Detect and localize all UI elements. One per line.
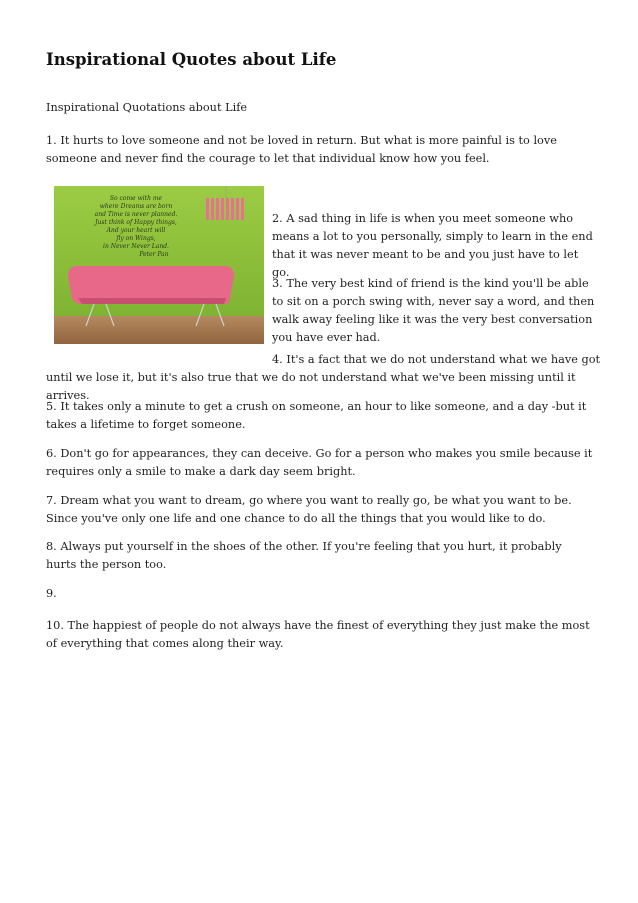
subtitle: Inspirational Quotations about Life [46, 101, 248, 114]
quote-8: 8. Always put yourself in the shoes of the other. If you're feeling that you hurt, it probably hurts the person too. [46, 540, 562, 571]
wall-text-line: where Dreams are born [99, 203, 173, 210]
wall-text-line: and Time is never planned. [94, 211, 178, 218]
wall-text-line: Just think of Happy things, [95, 219, 177, 226]
quote-2: 2. A sad thing in life is when you meet someone who means a lot to you personally, simply to learn in the end that it was never meant to be and you just have to let go. [272, 212, 593, 279]
quote-4: 4. It's a fact that we do not understand what we have got until we lose it, but it's also true that we do not understand what we've been missing until it arrives. [46, 353, 601, 402]
quote-1: 1. It hurts to love someone and not be loved in return. But what is more painful is to love someone and never find the courage to let that individual know how you feel. [46, 134, 557, 165]
sofa-wall-illustration [54, 186, 264, 344]
quote-9: 9. [46, 587, 57, 600]
wall-text-line: Peter Pan [139, 251, 169, 258]
quote-10: 10. The happiest of people do not always have the finest of everything they just make the most of everything that comes along their way. [46, 619, 590, 650]
wall-text-line: fly on Wings, [116, 235, 156, 242]
quote-7: 7. Dream what you want to dream, go where you want to really go, be what you want to be. Since you've only one life and one chance to do all the things that you would like to do. [46, 494, 572, 525]
quote-6: 6. Don't go for appearances, they can deceive. Go for a person who makes you smile because it requires only a smile to make a dark day seem bright. [46, 447, 593, 478]
wooden-floor [54, 316, 264, 344]
illustration-image [54, 186, 264, 344]
wall-quote-text [93, 195, 177, 258]
wall-text-line: And your heart will [106, 227, 166, 234]
quote-5: 5. It takes only a minute to get a crush on someone, an hour to like someone, and a day -but it takes a lifetime to forget someone. [46, 400, 587, 431]
page-title: Inspirational Quotes about Life [46, 50, 337, 69]
wall-text-line: So come with me [109, 195, 163, 202]
quote-3: 3. The very best kind of friend is the kind you'll be able to sit on a porch swing with, never say a word, and then walk away feeling like it was the very best conversation you have ever had. [272, 277, 595, 344]
wall-text-line: in Never Never Land. [103, 243, 169, 250]
